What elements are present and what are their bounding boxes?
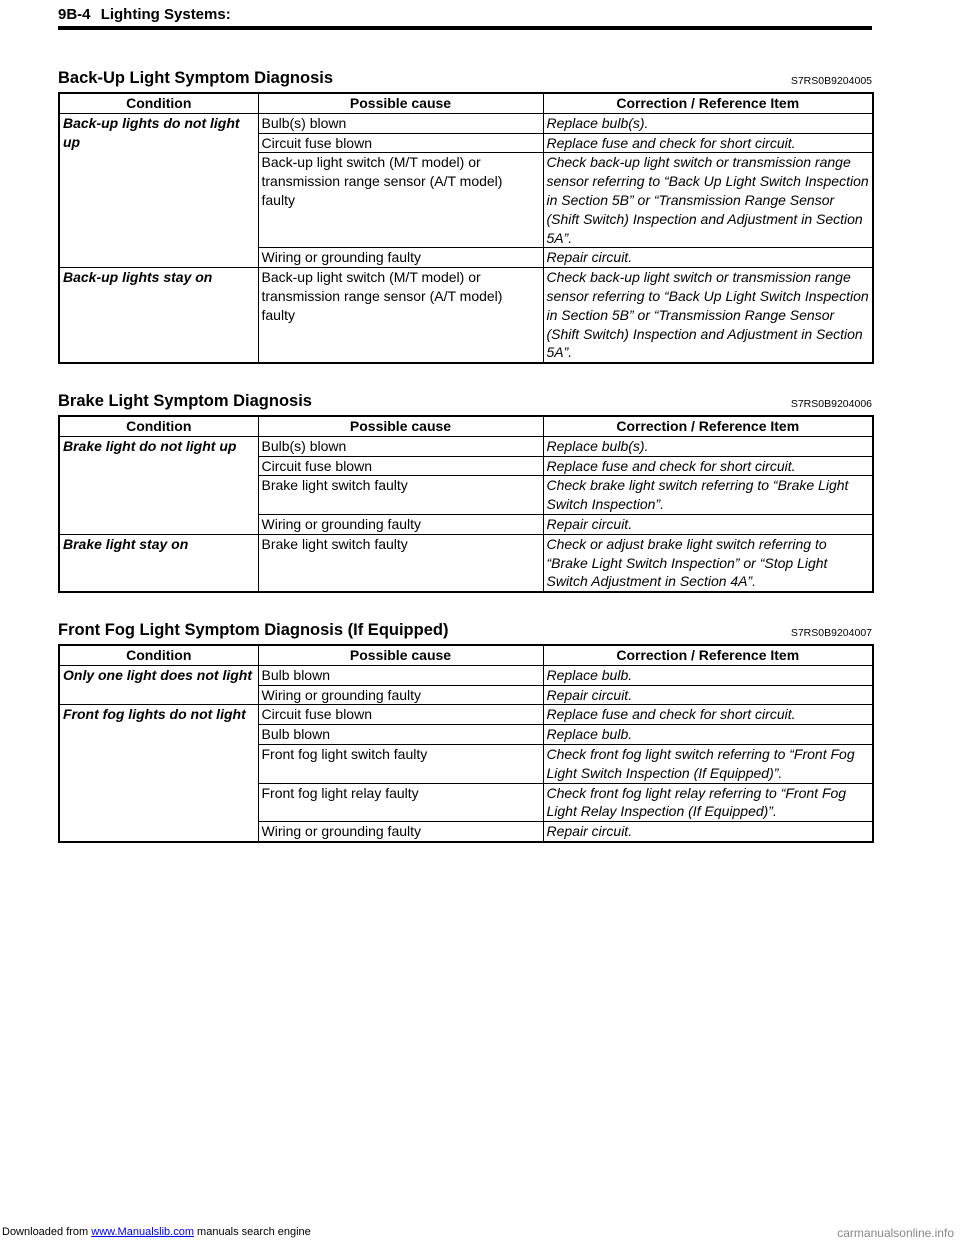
page-number: 9B-4 [58,6,91,23]
table-header-row [59,93,873,113]
table-row [59,534,873,592]
correction-cell: Check or adjust brake light switch referring to “Brake Light Switch Inspection” or “Stop Light Switch Adjustment in Section 4A”. [543,534,873,592]
diagnosis-table [58,415,874,593]
correction-cell: Repair circuit. [543,514,873,534]
condition-cell: Brake light stay on [59,534,258,592]
section-heading [58,614,872,644]
condition-cell: Only one light does not light [59,665,258,705]
section-heading [58,385,872,415]
condition-cell: Front fog lights do not light [59,705,258,842]
column-header: Correction / Reference Item [543,416,873,436]
possible-cause-cell: Brake light switch faulty [258,476,543,515]
diagnosis-table [58,92,874,364]
section-title: Front Fog Light Symptom Diagnosis (If Equipped) [58,621,449,639]
footer-prefix: Downloaded from [2,1226,89,1238]
column-header: Correction / Reference Item [543,645,873,665]
condition-cell: Back-up lights stay on [59,268,258,363]
possible-cause-cell: Circuit fuse blown [258,705,543,725]
diagnosis-table [58,644,874,843]
header-rule [58,26,872,30]
section-code: S7RS0B9204005 [790,75,872,87]
correction-cell: Repair circuit. [543,248,873,268]
column-header: Possible cause [258,416,543,436]
possible-cause-cell: Wiring or grounding faulty [258,685,543,705]
column-header: Condition [59,416,258,436]
possible-cause-cell: Wiring or grounding faulty [258,248,543,268]
correction-cell: Replace fuse and check for short circuit. [543,133,873,153]
condition-cell: Back-up lights do not light up [59,113,258,267]
possible-cause-cell: Circuit fuse blown [258,133,543,153]
table-row [59,113,873,133]
column-header: Condition [59,645,258,665]
possible-cause-cell: Bulb(s) blown [258,436,543,456]
table-row [59,268,873,363]
chapter-title: Lighting Systems: [100,6,231,23]
section-brake-light [58,385,872,593]
footer-suffix: manuals search engine [197,1226,311,1238]
correction-cell: Replace bulb. [543,725,873,745]
correction-cell: Repair circuit. [543,685,873,705]
table-row [59,665,873,685]
correction-cell: Check front fog light switch referring to “Front Fog Light Switch Inspection (If Equipped)”. [543,744,873,783]
manualslib-link[interactable]: www.Manualslib.com [91,1226,194,1238]
table-header-row [59,645,873,665]
correction-cell: Replace bulb. [543,665,873,685]
possible-cause-cell: Brake light switch faulty [258,534,543,592]
table-header-row [59,416,873,436]
column-header: Possible cause [258,645,543,665]
section-heading [58,62,872,92]
possible-cause-cell: Bulb blown [258,665,543,685]
condition-cell: Brake light do not light up [59,436,258,534]
column-header: Correction / Reference Item [543,93,873,113]
correction-cell: Replace fuse and check for short circuit. [543,456,873,476]
possible-cause-cell: Bulb(s) blown [258,113,543,133]
correction-cell: Check brake light switch referring to “Brake Light Switch Inspection”. [543,476,873,515]
possible-cause-cell: Front fog light switch faulty [258,744,543,783]
column-header: Possible cause [258,93,543,113]
section-title: Back-Up Light Symptom Diagnosis [58,69,334,87]
table-row [59,705,873,725]
possible-cause-cell: Back-up light switch (M/T model) or transmission range sensor (A/T model) faulty [258,268,543,363]
correction-cell: Repair circuit. [543,822,873,842]
possible-cause-cell: Bulb blown [258,725,543,745]
possible-cause-cell: Wiring or grounding faulty [258,822,543,842]
possible-cause-cell: Back-up light switch (M/T model) or transmission range sensor (A/T model) faulty [258,153,543,248]
watermark: carmanualsonline.info [837,1226,954,1240]
possible-cause-cell: Front fog light relay faulty [258,783,543,822]
possible-cause-cell: Wiring or grounding faulty [258,514,543,534]
correction-cell: Check back-up light switch or transmission range sensor referring to “Back Up Light Switch Inspection in Section 5B” or “Transmission Range Sensor (Shift Switch) Inspection and Adjustment in Section 5A”. [543,153,873,248]
correction-cell: Replace fuse and check for short circuit. [543,705,873,725]
column-header: Condition [59,93,258,113]
table-row [59,436,873,456]
download-footer [2,1226,311,1238]
page-header [58,4,872,26]
section-backup-light [58,62,872,364]
correction-cell: Replace bulb(s). [543,436,873,456]
possible-cause-cell: Circuit fuse blown [258,456,543,476]
section-front-fog-light [58,614,872,843]
section-code: S7RS0B9204006 [790,398,872,410]
correction-cell: Check front fog light relay referring to “Front Fog Light Relay Inspection (If Equipped)”. [543,783,873,822]
section-code: S7RS0B9204007 [790,627,872,639]
section-title: Brake Light Symptom Diagnosis [58,392,312,410]
correction-cell: Check back-up light switch or transmission range sensor referring to “Back Up Light Switch Inspection in Section 5B” or “Transmission Range Sensor (Shift Switch) Inspection and Adjustment in Section 5A”. [543,268,873,363]
correction-cell: Replace bulb(s). [543,113,873,133]
